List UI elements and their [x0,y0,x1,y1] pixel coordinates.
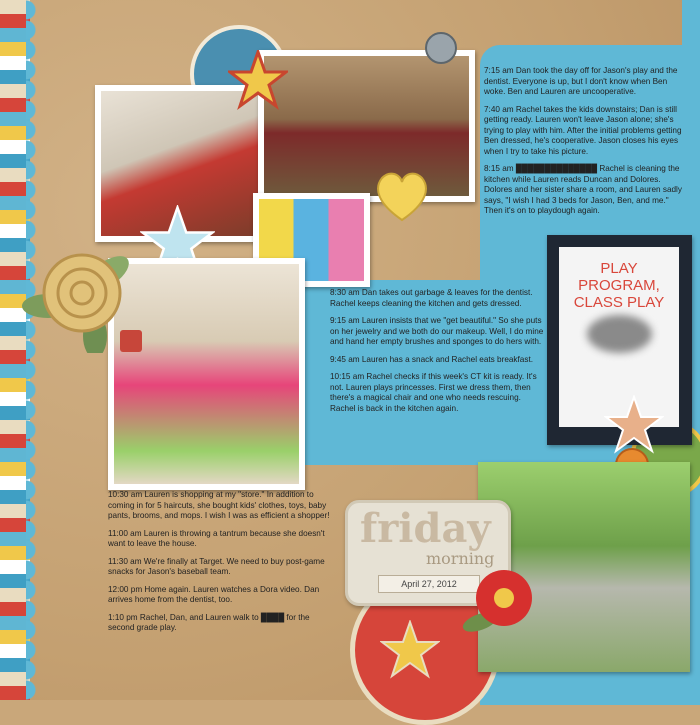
yellow-heart-icon [372,168,432,223]
journal-entry: 7:15 am Dan took the day off for Jason's play and the dentist. Everyone is up, but I don't know when Ben woke. Ben and Lauren are uncooperative. [484,66,678,96]
journal-entry: 9:45 am Lauren has a snack and Rachel eats breakfast. [330,354,533,364]
journal-entry: 8:15 am ██████████████ Rachel is cleaning the kitchen while Lauren reads Duncan and Dolores. Dolores and her sister share a room, and Lauren sadly says, "I wish I had 3 beds for Jason, Ben, and me." Then it's on to playdough again. [484,164,682,215]
journal-entry: 11:30 am We're finally at Target. We need to buy post-game snacks for Jason's baseball team. [108,556,325,576]
journal-entries-right [484,66,684,224]
journal-entry: 12:00 pm Home again. Lauren watches a Dora video. Dan arrives home from the dentist, too. [108,584,320,604]
journal-entry: 1:10 pm Rachel, Dan, and Lauren walk to ████ for the second grade play. [108,612,310,632]
title-time: morning [426,549,495,568]
blurred-name [587,315,652,353]
journal-entry: 9:15 am Lauren insists that we "get beautiful." So she puts on her jewelry and we both do our makeup. Well, I do mine and hand her empty brushes and sponges to do hers with. [330,316,544,346]
title-day: friday [360,505,491,552]
yellow-star-icon [380,620,440,680]
orange-star-icon [604,395,664,455]
tack-icon [425,32,457,64]
red-flower-icon [462,560,542,640]
journal-entry: 8:30 am Dan takes out garbage & leaves for the dentist. Rachel keeps cleaning the kitchen and gets dressed. [330,288,533,308]
sign-text: PLAY PROGRAM, CLASS PLAY [573,260,665,311]
journal-entry: 10:30 am Lauren is shopping at my "store." In addition to coming in for 5 haircuts, she bought kids' clothes, toys, baby pants, brooms, and mops. I wish I was as efficient a shopper! [108,490,330,520]
yellow-star-icon [228,50,288,110]
journal-entries-middle [330,288,545,421]
journal-entry: 7:40 am Rachel takes the kids downstairs; Dan is still getting ready. Lauren won't leave Jason alone; she's trying to play with him. After the initial problems getting Ben dressed, he's cooperative. Jason closes his eyes when I try to take his picture. [484,104,682,156]
journal-entries-left [108,490,333,641]
heart-tag-icon [120,330,142,352]
journal-entry: 11:00 am Lauren is throwing a tantrum because she doesn't want to leave the house. [108,528,325,548]
journal-entry: 10:15 am Rachel checks if this week's CT kit is ready. It's not. Lauren plays princesses. First we dress them, then there's a magical chair and one who needs rescuing. Rachel is back in the kitchen again. [330,372,537,413]
photo-man-and-boy [258,50,475,202]
date-label: April 27, 2012 [378,575,480,593]
